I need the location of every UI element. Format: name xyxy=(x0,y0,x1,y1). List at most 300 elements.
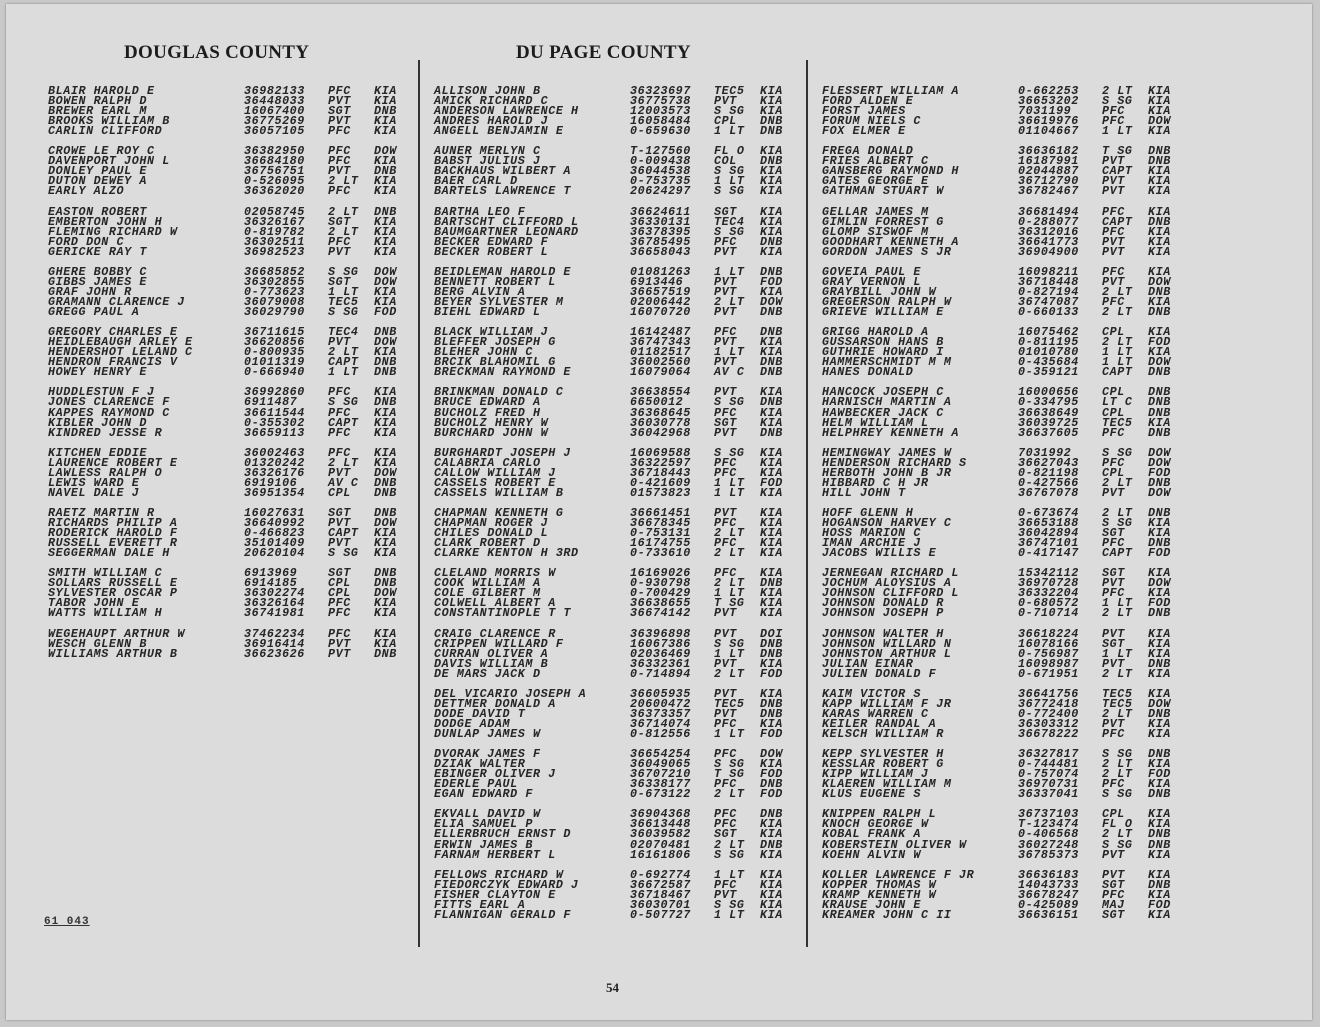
status: DNB xyxy=(760,305,783,320)
status: KIA xyxy=(374,284,397,299)
soldier-name: HILL JOHN T xyxy=(822,485,906,500)
rank: AV C xyxy=(714,365,745,380)
status: KIA xyxy=(760,164,783,179)
status: FOD xyxy=(760,475,783,490)
rank: PFC xyxy=(714,465,737,480)
rank: PVT xyxy=(1102,244,1125,259)
rank: TEC5 xyxy=(714,696,745,711)
soldier-name: CONSTANTINOPLE T T xyxy=(434,606,572,621)
serial-number: 36373357 xyxy=(630,706,691,721)
status: DNB xyxy=(1148,827,1171,842)
rank: 2 LT xyxy=(1102,475,1133,490)
status: KIA xyxy=(1148,415,1171,430)
soldier-name: COLE GILBERT M xyxy=(434,586,541,601)
serial-number: 36653202 xyxy=(1018,94,1079,109)
rank: PVT xyxy=(714,706,737,721)
serial-number: 20600472 xyxy=(630,696,691,711)
soldier-name: BRINKMAN DONALD C xyxy=(434,385,564,400)
rank: PFC xyxy=(714,325,737,340)
status: KIA xyxy=(760,284,783,299)
rank: PFC xyxy=(1102,727,1125,741)
heading-du-page-county: DU PAGE COUNTY xyxy=(516,42,691,63)
rank: PFC xyxy=(714,234,737,249)
status: FOD xyxy=(1148,767,1171,782)
serial-number: 0-660133 xyxy=(1018,305,1079,320)
serial-number: 16187991 xyxy=(1018,154,1079,169)
rank: PVT xyxy=(328,335,351,350)
rank: CPL xyxy=(328,485,351,500)
soldier-name: GANSBERG RAYMOND H xyxy=(822,164,960,179)
soldier-name: BECKER EDWARD F xyxy=(434,234,549,249)
rank: CAPT xyxy=(328,355,359,370)
status: KIA xyxy=(760,455,783,470)
rank: 1 LT xyxy=(714,646,745,661)
soldier-name: JACOBS WILLIS E xyxy=(822,546,937,561)
rank: PFC xyxy=(328,144,351,159)
rank: PVT xyxy=(328,536,351,551)
serial-number: 36027248 xyxy=(1018,837,1079,852)
serial-number: 36302274 xyxy=(244,586,305,601)
status: FOD xyxy=(1148,465,1171,480)
soldier-name: GELLAR JAMES M xyxy=(822,204,929,219)
status: DNB xyxy=(1148,385,1171,400)
serial-number: 36916414 xyxy=(244,636,305,651)
soldier-name: BABST JULIUS J xyxy=(434,154,541,169)
status: DNB xyxy=(1148,787,1171,802)
soldier-name: HELM WILLIAM L xyxy=(822,415,929,430)
serial-number: 36659113 xyxy=(244,425,305,440)
soldier-name: GOVEIA PAUL E xyxy=(822,264,921,279)
rank: SGT xyxy=(714,204,737,219)
soldier-name: FARNAM HERBERT L xyxy=(434,847,556,862)
soldier-name: CASSELS ROBERT E xyxy=(434,475,556,490)
soldier-name: NAVEL DALE J xyxy=(48,485,140,500)
serial-number: 0-421609 xyxy=(630,475,691,490)
serial-number: 6914185 xyxy=(244,576,298,591)
soldier-name: DZIAK WALTER xyxy=(434,757,526,772)
soldier-name: KEPP SYLVESTER H xyxy=(822,747,944,762)
serial-number: 0-710714 xyxy=(1018,606,1079,621)
soldier-name: DEL VICARIO JOSEPH A xyxy=(434,686,587,701)
soldier-name: EMBERTON JOHN H xyxy=(48,214,163,229)
serial-number: 16027631 xyxy=(244,505,305,520)
status: DOW xyxy=(1148,355,1171,370)
soldier-name: DE MARS JACK D xyxy=(434,666,541,681)
rank: PVT xyxy=(714,626,737,641)
soldier-name: CASSELS WILLIAM B xyxy=(434,485,564,500)
soldier-name: CARLIN CLIFFORD xyxy=(48,124,163,139)
serial-number: 36030778 xyxy=(630,415,691,430)
rank: 2 LT xyxy=(1102,284,1133,299)
rank: 2 LT xyxy=(1102,305,1133,320)
status: KIA xyxy=(760,827,783,842)
serial-number: 0-753131 xyxy=(630,526,691,541)
soldier-name: KOPPER THOMAS W xyxy=(822,877,937,892)
soldier-name: CLARKE KENTON H 3RD xyxy=(434,546,579,561)
rank: S SG xyxy=(328,395,359,410)
soldier-name: EBINGER OLIVER J xyxy=(434,767,556,782)
rank: T SG xyxy=(714,596,745,611)
status: KIA xyxy=(760,596,783,611)
status: DNB xyxy=(760,807,783,822)
rank: SGT xyxy=(328,505,351,520)
rank: PVT xyxy=(1102,154,1125,169)
status: KIA xyxy=(374,546,397,561)
serial-number: 0-666940 xyxy=(244,365,305,380)
serial-number: 36653188 xyxy=(1018,516,1079,531)
rank: SGT xyxy=(328,274,351,289)
status: DNB xyxy=(1148,747,1171,762)
serial-number: 14043733 xyxy=(1018,877,1079,892)
soldier-name: CALABRIA CARLO xyxy=(434,455,541,470)
soldier-name: WESCH GLENN B xyxy=(48,636,147,651)
soldier-name: GREGG PAUL A xyxy=(48,305,140,320)
status: DNB xyxy=(1148,395,1171,410)
status: DNB xyxy=(1148,154,1171,169)
serial-number: 36772418 xyxy=(1018,696,1079,711)
status: KIA xyxy=(1148,777,1171,792)
serial-number: 36029790 xyxy=(244,305,305,320)
status: KIA xyxy=(1148,84,1171,98)
status: KIA xyxy=(760,94,783,109)
rank: SGT xyxy=(1102,636,1125,651)
rank: PFC xyxy=(328,626,351,641)
rank: PVT xyxy=(1102,656,1125,671)
soldier-name: BOWEN RALPH D xyxy=(48,94,147,109)
rank: SGT xyxy=(328,214,351,229)
rank: CAPT xyxy=(328,526,359,541)
serial-number: 16070720 xyxy=(630,305,691,320)
soldier-name: JOCHUM ALOYSIUS A xyxy=(822,576,952,591)
rank: 1 LT xyxy=(714,174,745,189)
soldier-name: BAUMGARTNER LEONARD xyxy=(434,224,579,239)
status: KIA xyxy=(1148,867,1171,882)
soldier-name: FOX ELMER E xyxy=(822,124,906,139)
column-divider xyxy=(418,60,420,947)
status: KIA xyxy=(374,455,397,470)
soldier-name: GATHMAN STUART W xyxy=(822,184,944,199)
rank: S SG xyxy=(714,757,745,772)
rank: CAPT xyxy=(1102,365,1133,380)
status: FOD xyxy=(374,305,397,320)
rank: CPL xyxy=(1102,465,1125,480)
serial-number: 20624297 xyxy=(630,184,691,199)
status: KIA xyxy=(760,485,783,500)
soldier-name: KRAUSE JOHN E xyxy=(822,897,921,912)
serial-number: 0-811195 xyxy=(1018,335,1079,350)
rank: 1 LT xyxy=(714,586,745,601)
soldier-name: IMAN ARCHIE J xyxy=(822,536,921,551)
rank: 2 LT xyxy=(328,345,359,360)
rank: PFC xyxy=(1102,536,1125,551)
soldier-name: HOFF GLENN H xyxy=(822,505,914,520)
serial-number: 01320242 xyxy=(244,455,305,470)
soldier-name: GREGORY CHARLES E xyxy=(48,325,178,340)
status: KIA xyxy=(760,867,783,882)
status: DNB xyxy=(374,576,397,591)
serial-number: 0-700429 xyxy=(630,586,691,601)
soldier-name: JOHNSON JOSEPH P xyxy=(822,606,944,621)
serial-number: 7031992 xyxy=(1018,445,1072,460)
rank: T SG xyxy=(1102,144,1133,159)
rank: 1 LT xyxy=(1102,345,1133,360)
serial-number: 36002560 xyxy=(630,355,691,370)
status: KIA xyxy=(760,716,783,731)
status: DOW xyxy=(1148,455,1171,470)
soldier-name: FLEMING RICHARD W xyxy=(48,224,178,239)
status: KIA xyxy=(760,345,783,360)
status: KIA xyxy=(1148,636,1171,651)
rank: S SG xyxy=(714,224,745,239)
soldier-name: KESSLAR ROBERT G xyxy=(822,757,944,772)
rank: TEC5 xyxy=(328,294,359,309)
serial-number: 36303312 xyxy=(1018,716,1079,731)
status: KIA xyxy=(760,174,783,189)
soldier-name: FORUM NIELS C xyxy=(822,114,921,129)
soldier-name: JOHNSON WALTER H xyxy=(822,626,944,641)
serial-number: 0-930798 xyxy=(630,576,691,591)
soldier-name: FLESSERT WILLIAM A xyxy=(822,84,960,98)
soldier-name: SMITH WILLIAM C xyxy=(48,566,163,581)
status: KIA xyxy=(1148,646,1171,661)
serial-number: 01081263 xyxy=(630,264,691,279)
status: DNB xyxy=(1148,305,1171,320)
serial-number: 6913969 xyxy=(244,566,298,581)
status: DNB xyxy=(374,355,397,370)
serial-number: 16098211 xyxy=(1018,264,1079,279)
status: KIA xyxy=(1148,526,1171,541)
serial-number: 36638649 xyxy=(1018,405,1079,420)
soldier-name: BROOKS WILLIAM B xyxy=(48,114,170,129)
status: KIA xyxy=(760,757,783,772)
status: FOD xyxy=(760,727,783,741)
status: KIA xyxy=(760,244,783,259)
status: KIA xyxy=(1148,686,1171,701)
status: KIA xyxy=(760,847,783,862)
rank: 2 LT xyxy=(1102,335,1133,350)
soldier-name: BARTSCHT CLIFFORD L xyxy=(434,214,579,229)
status: KIA xyxy=(1148,244,1171,259)
rank: PVT xyxy=(714,385,737,400)
serial-number: 6913446 xyxy=(630,274,684,289)
serial-number: 36718448 xyxy=(1018,274,1079,289)
soldier-name: HERBOTH JOHN B JR xyxy=(822,465,952,480)
rank: PVT xyxy=(714,425,737,440)
rank: CAPT xyxy=(1102,164,1133,179)
status: DNB xyxy=(1148,405,1171,420)
status: DNB xyxy=(1148,656,1171,671)
serial-number: 36382950 xyxy=(244,144,305,159)
soldier-name: KOBAL FRANK A xyxy=(822,827,921,842)
status: KIA xyxy=(1148,224,1171,239)
serial-number: 36782467 xyxy=(1018,184,1079,199)
status: KIA xyxy=(374,536,397,551)
soldier-name: KLUS EUGENE S xyxy=(822,787,921,802)
serial-number: 36326176 xyxy=(244,465,305,480)
soldier-name: HAWBECKER JACK C xyxy=(822,405,944,420)
soldier-name: FIEDORCZYK EDWARD J xyxy=(434,877,579,892)
rank: PFC xyxy=(328,405,351,420)
rank: 1 LT xyxy=(1102,355,1133,370)
rank: PVT xyxy=(1102,234,1125,249)
serial-number: 16161806 xyxy=(630,847,691,862)
serial-number: 0-671951 xyxy=(1018,666,1079,681)
status: DOI xyxy=(760,626,783,641)
status: KIA xyxy=(374,345,397,360)
soldier-name: RODERICK HAROLD F xyxy=(48,526,178,541)
serial-number: 36638554 xyxy=(630,385,691,400)
rank: 2 LT xyxy=(1102,767,1133,782)
soldier-name: BECKER ROBERT L xyxy=(434,244,549,259)
status: KIA xyxy=(760,405,783,420)
serial-number: 01573823 xyxy=(630,485,691,500)
status: DNB xyxy=(1148,877,1171,892)
status: DOW xyxy=(374,465,397,480)
rank: CPL xyxy=(714,114,737,129)
serial-number: 36718443 xyxy=(630,465,691,480)
serial-number: 36368645 xyxy=(630,405,691,420)
serial-number: 36657519 xyxy=(630,284,691,299)
serial-number: 01104667 xyxy=(1018,124,1079,139)
soldier-name: SYLVESTER OSCAR P xyxy=(48,586,178,601)
serial-number: 36327817 xyxy=(1018,747,1079,762)
soldier-name: KOBERSTEIN OLIVER W xyxy=(822,837,967,852)
rank: S SG xyxy=(714,445,745,460)
rank: 1 LT xyxy=(714,475,745,490)
soldier-name: CROWE LE ROY C xyxy=(48,144,155,159)
status: KIA xyxy=(760,104,783,119)
serial-number: 36042968 xyxy=(630,425,691,440)
status: KIA xyxy=(1148,727,1171,741)
status: KIA xyxy=(1148,234,1171,249)
rank: 1 LT xyxy=(714,485,745,500)
rank: PFC xyxy=(714,516,737,531)
rank: PVT xyxy=(328,646,351,661)
rank: S SG xyxy=(714,636,745,651)
soldier-name: HOSS MARION C xyxy=(822,526,921,541)
serial-number: 36641773 xyxy=(1018,234,1079,249)
rank: PFC xyxy=(328,234,351,249)
status: FOD xyxy=(760,767,783,782)
rank: S SG xyxy=(1102,787,1133,802)
serial-number: 0-753735 xyxy=(630,174,691,189)
serial-number: 36992860 xyxy=(244,385,305,400)
rank: TEC4 xyxy=(714,214,745,229)
status: DNB xyxy=(1148,606,1171,621)
soldier-name: DONLEY PAUL E xyxy=(48,164,147,179)
serial-number: 36904368 xyxy=(630,807,691,822)
status: KIA xyxy=(760,516,783,531)
rank: SGT xyxy=(1102,566,1125,581)
rank: PVT xyxy=(328,164,351,179)
serial-number: 36362020 xyxy=(244,184,305,199)
status: DNB xyxy=(374,365,397,380)
rank: S SG xyxy=(714,164,745,179)
rank: PVT xyxy=(1102,716,1125,731)
rank: PFC xyxy=(714,405,737,420)
serial-number: 36904900 xyxy=(1018,244,1079,259)
status: DNB xyxy=(760,837,783,852)
status: KIA xyxy=(1148,817,1171,832)
soldier-name: FRIES ALBERT C xyxy=(822,154,929,169)
rank: PFC xyxy=(1102,887,1125,902)
rank: S SG xyxy=(328,305,359,320)
serial-number: 36613448 xyxy=(630,817,691,832)
soldier-name: GRAY VERNON L xyxy=(822,274,921,289)
status: KIA xyxy=(1148,325,1171,340)
serial-number: 16078166 xyxy=(1018,636,1079,651)
soldier-name: JOHNSON WILLARD N xyxy=(822,636,952,651)
status: KIA xyxy=(760,385,783,400)
status: DNB xyxy=(760,234,783,249)
status: DNB xyxy=(760,395,783,410)
rank: PFC xyxy=(1102,114,1125,129)
serial-number: 36641756 xyxy=(1018,686,1079,701)
soldier-name: AUNER MERLYN C xyxy=(434,144,541,159)
soldier-name: WILLIAMS ARTHUR B xyxy=(48,646,178,661)
serial-number: 0-427566 xyxy=(1018,475,1079,490)
status: DOW xyxy=(374,144,397,159)
serial-number: 0-733610 xyxy=(630,546,691,561)
rank: 2 LT xyxy=(1102,757,1133,772)
rank: PFC xyxy=(714,747,737,762)
status: DNB xyxy=(374,104,397,119)
status: DNB xyxy=(760,425,783,440)
status: DNB xyxy=(374,646,397,661)
status: KIA xyxy=(1148,104,1171,119)
soldier-name: KNOCH GEORGE W xyxy=(822,817,929,832)
serial-number: 36619976 xyxy=(1018,114,1079,129)
rank: PVT xyxy=(714,335,737,350)
serial-number: 36681494 xyxy=(1018,204,1079,219)
status: DNB xyxy=(760,114,783,129)
status: DOW xyxy=(374,516,397,531)
soldier-name: KIBLER JOHN D xyxy=(48,415,147,430)
rank: CAPT xyxy=(1102,546,1133,561)
rank: PVT xyxy=(1102,576,1125,591)
status: KIA xyxy=(374,94,397,109)
rank: CPL xyxy=(1102,325,1125,340)
serial-number: 36044538 xyxy=(630,164,691,179)
soldier-name: CHAPMAN ROGER J xyxy=(434,516,549,531)
status: KIA xyxy=(760,817,783,832)
rank: SGT xyxy=(1102,526,1125,541)
serial-number: 16075462 xyxy=(1018,325,1079,340)
rank: PFC xyxy=(328,124,351,139)
status: KIA xyxy=(760,686,783,701)
soldier-name: JOHNSTON ARTHUR L xyxy=(822,646,952,661)
rank: PVT xyxy=(328,244,351,259)
rank: 2 LT xyxy=(714,546,745,561)
serial-number: 36654254 xyxy=(630,747,691,762)
rank: S SG xyxy=(714,104,745,119)
status: KIA xyxy=(760,505,783,520)
status: KIA xyxy=(1148,345,1171,360)
rank: PFC xyxy=(328,445,351,460)
soldier-name: GUTHRIE HOWARD I xyxy=(822,345,944,360)
rank: PFC xyxy=(328,596,351,611)
rank: S SG xyxy=(714,184,745,199)
soldier-name: HEMINGWAY JAMES W xyxy=(822,445,952,460)
rank: PFC xyxy=(1102,586,1125,601)
serial-number: 36638655 xyxy=(630,596,691,611)
status: KIA xyxy=(760,566,783,581)
status: KIA xyxy=(760,335,783,350)
status: KIA xyxy=(1148,174,1171,189)
rank: 1 LT xyxy=(714,907,745,922)
serial-number: 0-507727 xyxy=(630,907,691,922)
serial-number: 0-744481 xyxy=(1018,757,1079,772)
